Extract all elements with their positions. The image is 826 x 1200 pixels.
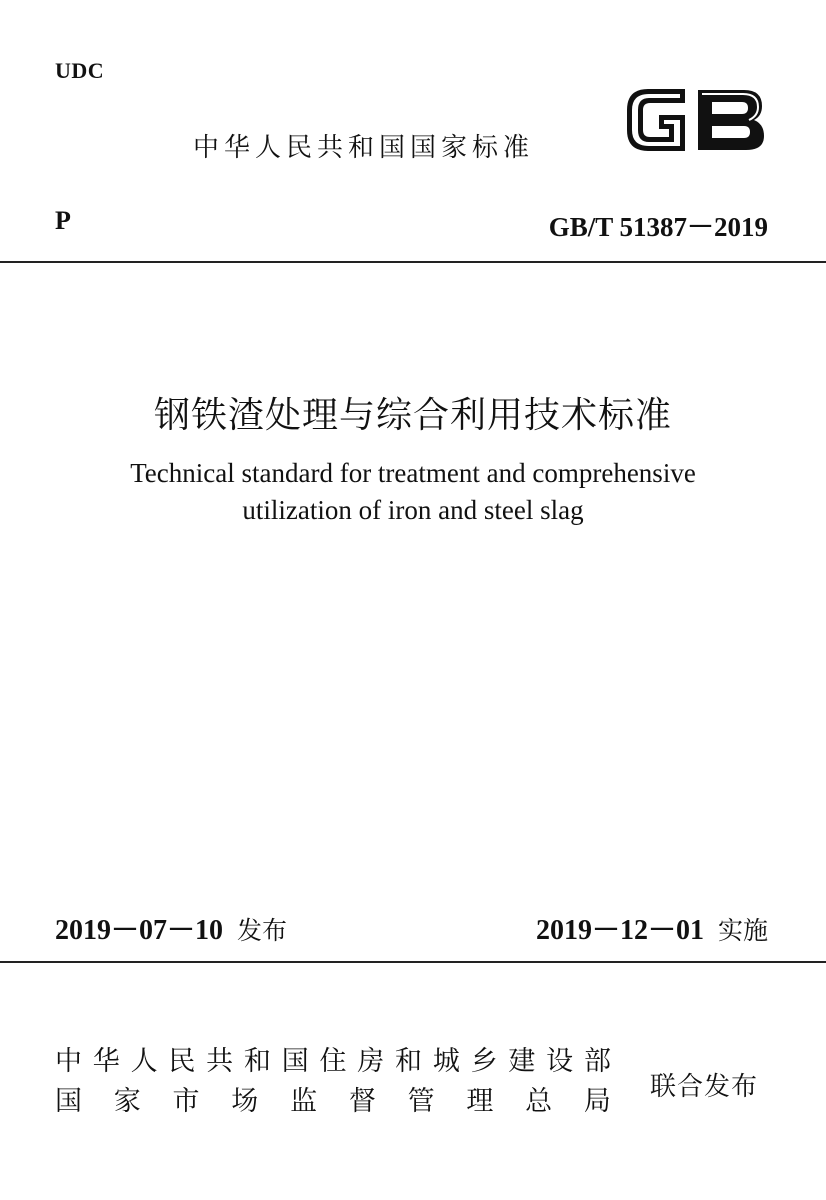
category-code: P [55,206,71,235]
issuer-char: 人 [130,1046,158,1077]
implement-date: 2019－12－01 [535,915,704,946]
issuer-char: 房 [357,1046,385,1077]
chinese-title: 钢铁渣处理与综合利用技术标准 [153,395,672,436]
issuer-line-housing-ministry [55,1042,611,1082]
implement-label: 实施 [717,916,768,945]
issuer-char: 共 [206,1046,234,1077]
issuer-char: 局 [583,1086,611,1117]
english-title-line: utilization of iron and steel slag [242,495,584,525]
english-title-line: Technical standard for treatment and comprehensive [130,458,696,488]
issuer-char: 市 [172,1086,200,1117]
issuing-authorities [55,1042,615,1122]
issue-label: 发布 [237,916,288,945]
issuer-char: 和 [243,1046,271,1077]
issuer-char: 城 [432,1046,460,1077]
issuer-char: 国 [281,1046,309,1077]
issuer-char: 住 [319,1046,347,1077]
issuer-char: 和 [395,1046,423,1077]
issuer-char: 华 [92,1046,120,1077]
issuer-char: 中 [55,1046,82,1077]
issuer-char: 理 [466,1086,494,1117]
issue-date-block [55,908,287,948]
issuer-char: 民 [168,1046,196,1077]
issue-date: 2019－07－10 [55,915,224,946]
issuer-char: 监 [290,1086,318,1117]
joint-issue-label: 联合发布 [650,1072,759,1102]
issuer-char: 乡 [470,1046,498,1077]
national-standard-title: 中华人民共和国国家标准 [193,133,535,163]
issuer-char: 家 [113,1086,141,1117]
standard-number: GB/T 51387－2019 [548,212,768,242]
issuer-char: 管 [407,1086,435,1117]
issuer-char: 国 [55,1086,82,1117]
bottom-divider [0,961,826,963]
issuer-line-market-regulation [55,1082,611,1122]
issuer-char: 部 [583,1046,611,1077]
top-divider [0,261,826,263]
issuer-char: 场 [231,1086,259,1117]
issuer-char: 建 [508,1046,536,1077]
issuer-char: 设 [546,1046,574,1077]
english-title [0,455,826,529]
udc-label: UDC [55,58,105,83]
issuer-char: 督 [348,1086,376,1117]
gb-logo [622,80,770,160]
issuer-char: 总 [525,1086,553,1117]
implement-date-block [536,908,768,948]
